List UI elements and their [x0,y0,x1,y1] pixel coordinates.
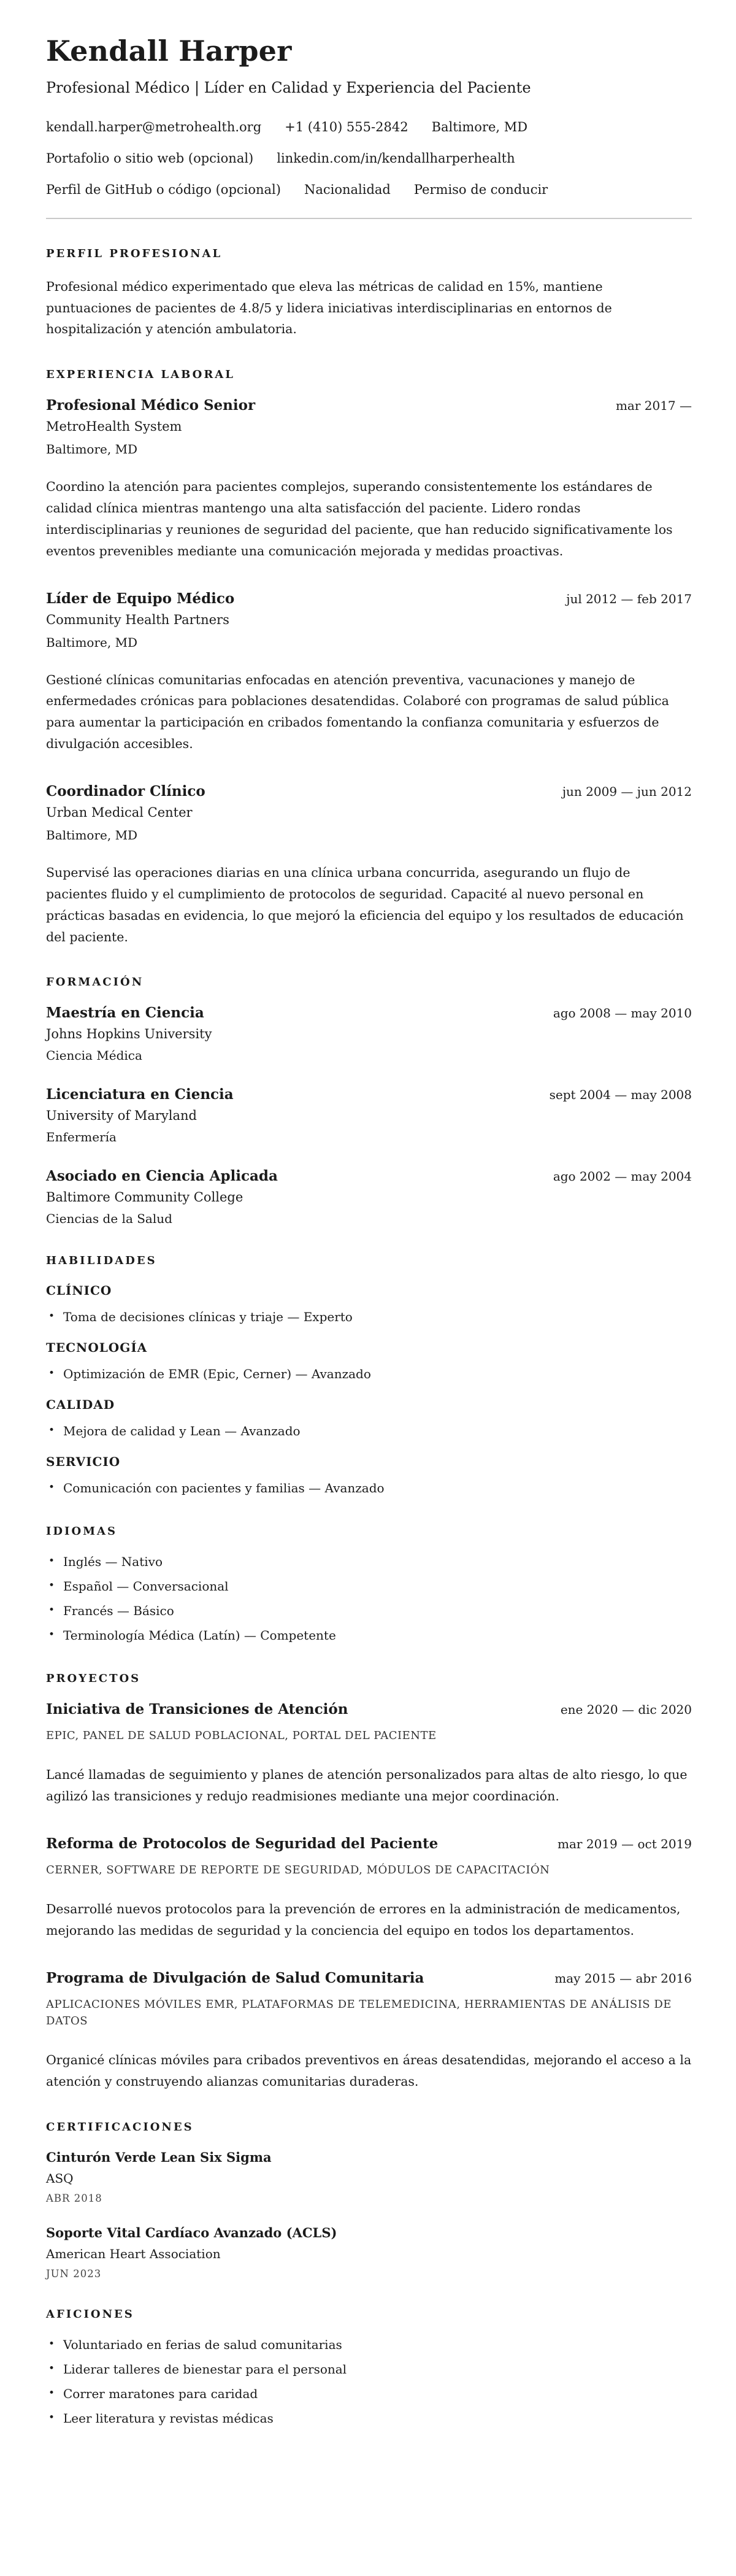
job-entry [46,783,692,947]
skill-item: • Mejora de calidad y Lean — Avanzado [46,1423,692,1440]
job-entry-header [46,783,692,800]
job-company: MetroHealth System [46,419,182,434]
project-entry [46,1970,692,2092]
section-title-experience: EXPERIENCIA LABORAL [46,368,235,382]
language-item: • Inglés — Nativo [46,1554,692,1570]
contact-phone: +1 (410) 555-2842 [285,119,408,134]
degree-dates: ago 2002 — may 2004 [553,1169,692,1184]
section-title-education: FORMACIÓN [46,976,144,989]
skill-list [46,1480,692,1497]
certification-date: JUN 2023 [46,2267,102,2280]
hobby-list [46,2337,692,2427]
person-headline: Profesional Médico | Líder en Calidad y Experiencia del Paciente [46,79,531,96]
job-title: Coordinador Clínico [46,782,205,800]
hobby-item: • Correr maratones para caridad [46,2386,692,2402]
profile-text: Profesional médico experimentado que eleva las métricas de calidad en 15%, mantiene puntuaciones de pacientes de 4.8/5 y lidera iniciativas interdisciplinarias en entornos de hospitalización y atención ambulatoria. [46,279,612,337]
certification-entry [46,2150,692,2204]
job-description: Coordino la atención para pacientes complejos, superando consistentemente los estándares de calidad clínica mientras mantengo una alta satisfacción del paciente. Lidero rondas interdisciplinarias y reuniones de seguridad del paciente, que han reducido significativamente los eventos prevenibles mediante una comunicación mejorada y medidas proactivas. [46,479,673,558]
certification-title: Soporte Vital Cardíaco Avanzado (ACLS) [46,2224,337,2240]
degree-school: Baltimore Community College [46,1190,243,1205]
contact-github: Perfil de GitHub o código (opcional) [46,182,281,197]
project-stack: EPIC, PANEL DE SALUD POBLACIONAL, PORTAL DEL PACIENTE [46,1729,437,1743]
job-dates: jun 2009 — jun 2012 [562,784,692,799]
job-dates: jul 2012 — feb 2017 [566,591,692,606]
degree-dates: ago 2008 — may 2010 [553,1006,692,1021]
contact-portfolio: Portafolio o sitio web (opcional) [46,150,254,166]
contact-location: Baltimore, MD [431,119,528,134]
language-item: • Español — Conversacional [46,1578,692,1595]
section-title-projects: PROYECTOS [46,1672,141,1686]
job-entry-header [46,397,692,414]
project-entry-header [46,1970,692,1986]
skill-group [46,1397,692,1440]
section-hobbies [46,2308,692,2427]
section-languages [46,1525,692,1644]
project-stack: CERNER, SOFTWARE DE REPORTE DE SEGURIDAD, MÓDULOS DE CAPACITACIÓN [46,1863,550,1876]
degree-field: Enfermería [46,1130,117,1145]
education-entry-header [46,1168,692,1184]
education-entry [46,1086,692,1144]
education-entry-header [46,1005,692,1021]
certification-date: ABR 2018 [46,2192,102,2204]
job-company: Urban Medical Center [46,804,193,820]
hobby-item: • Leer literatura y revistas médicas [46,2410,692,2427]
job-description: Gestioné clínicas comunitarias enfocadas en atención preventiva, vacunaciones y manejo de enfermedades crónicas para poblaciones desatendidas. Colaboré con programas de salud pública para aumentar la participación en cribados fomentando la confianza comunitaria y esfuerzos de divulgación accesibles. [46,672,669,752]
hobby-item: • Liderar talleres de bienestar para el personal [46,2361,692,2378]
degree-field: Ciencias de la Salud [46,1211,172,1227]
job-company: Community Health Partners [46,612,229,627]
skill-list [46,1309,692,1325]
degree-title: Asociado en Ciencia Aplicada [46,1168,278,1185]
project-title: Iniciativa de Transiciones de Atención [46,1701,348,1718]
skill-group [46,1340,692,1382]
section-profile [46,247,692,341]
job-location: Baltimore, MD [46,827,138,843]
certification-org: American Heart Association [46,2246,221,2261]
job-dates: mar 2017 — [615,398,692,414]
section-skills [46,1254,692,1497]
education-entry-header [46,1086,692,1103]
job-entry-header [46,590,692,607]
degree-school: Johns Hopkins University [46,1027,212,1042]
language-item: • Francés — Básico [46,1603,692,1619]
contact-row-3 [46,182,692,197]
skill-list [46,1423,692,1440]
project-dates: mar 2019 — oct 2019 [558,1836,692,1851]
project-entry-header [46,1701,692,1718]
section-title-hobbies: AFICIONES [46,2307,134,2321]
job-entry [46,397,692,561]
education-entry [46,1005,692,1063]
language-item: • Terminología Médica (Latín) — Competente [46,1627,692,1644]
project-dates: ene 2020 — dic 2020 [560,1702,692,1718]
degree-field: Ciencia Médica [46,1048,142,1063]
project-description: Desarrollé nuevos protocolos para la prevención de errores en la administración de medicamentos, mejorando las medidas de seguridad y la conciencia del equipo en todos los departamentos. [46,1901,681,1938]
skill-group-name: SERVICIO [46,1454,121,1470]
project-entry [46,1701,692,1807]
degree-title: Licenciatura en Ciencia [46,1086,234,1103]
job-location: Baltimore, MD [46,634,138,650]
contact-nationality: Nacionalidad [304,182,391,197]
person-name: Kendall Harper [46,34,292,67]
skill-group-name: TECNOLOGÍA [46,1340,148,1355]
skill-group [46,1454,692,1497]
contact-driving-permit: Permiso de conducir [413,182,548,197]
skill-list [46,1366,692,1382]
project-description: Organicé clínicas móviles para cribados preventivos en áreas desatendidas, mejorando el acceso a la atención y construyendo alianzas comunitarias duraderas. [46,2053,692,2089]
project-entry [46,1835,692,1942]
section-title-profile: PERFIL PROFESIONAL [46,247,223,260]
skill-item: • Optimización de EMR (Epic, Cerner) — Avanzado [46,1366,692,1382]
degree-school: University of Maryland [46,1108,197,1124]
section-title-certifications: CERTIFICACIONES [46,2120,194,2134]
project-dates: may 2015 — abr 2016 [554,1970,692,1986]
section-experience [46,368,692,947]
section-title-languages: IDIOMAS [46,1525,118,1538]
section-certifications [46,2121,692,2280]
skill-group-name: CALIDAD [46,1397,115,1413]
project-stack: APLICACIONES MÓVILES EMR, PLATAFORMAS DE TELEMEDICINA, HERRAMIENTAS DE ANÁLISIS DE DATOS [46,1997,672,2028]
contact-email: kendall.harper@metrohealth.org [46,119,262,134]
hobby-item: • Voluntariado en ferias de salud comunitarias [46,2337,692,2353]
section-title-skills: HABILIDADES [46,1254,157,1268]
project-entry-header [46,1835,692,1852]
skill-item: • Toma de decisiones clínicas y triaje — Experto [46,1309,692,1325]
project-title: Reforma de Protocolos de Seguridad del Paciente [46,1835,439,1852]
resume-header [46,36,692,219]
contact-row-2 [46,151,692,166]
degree-title: Maestría en Ciencia [46,1005,204,1022]
job-title: Líder de Equipo Médico [46,590,235,607]
section-education [46,976,692,1226]
certification-title: Cinturón Verde Lean Six Sigma [46,2149,272,2165]
contact-row-1 [46,120,692,134]
skill-group-name: CLÍNICO [46,1283,112,1298]
job-location: Baltimore, MD [46,442,138,457]
certification-entry [46,2225,692,2280]
language-list [46,1554,692,1644]
section-projects [46,1672,692,2092]
certification-org: ASQ [46,2170,74,2186]
project-title: Programa de Divulgación de Salud Comunitaria [46,1969,424,1986]
header-divider [46,218,692,219]
education-entry [46,1168,692,1226]
job-title: Profesional Médico Senior [46,397,256,414]
skill-item: • Comunicación con pacientes y familias — Avanzado [46,1480,692,1497]
project-description: Lancé llamadas de seguimiento y planes de atención personalizados para altas de alto riesgo, lo que agilizó las transiciones y redujo readmisiones mediante una mejor coordinación. [46,1767,688,1804]
job-description: Supervisé las operaciones diarias en una clínica urbana concurrida, asegurando un flujo de pacientes fluido y el cumplimiento de protocolos de seguridad. Capacité al nuevo personal en prácticas basadas en evidencia, lo que mejoró la eficiencia del equipo y los resultados de educación del paciente. [46,865,684,944]
skill-group [46,1283,692,1325]
job-entry [46,590,692,755]
degree-dates: sept 2004 — may 2008 [549,1087,692,1103]
contact-linkedin: linkedin.com/in/kendallharperhealth [277,150,515,166]
